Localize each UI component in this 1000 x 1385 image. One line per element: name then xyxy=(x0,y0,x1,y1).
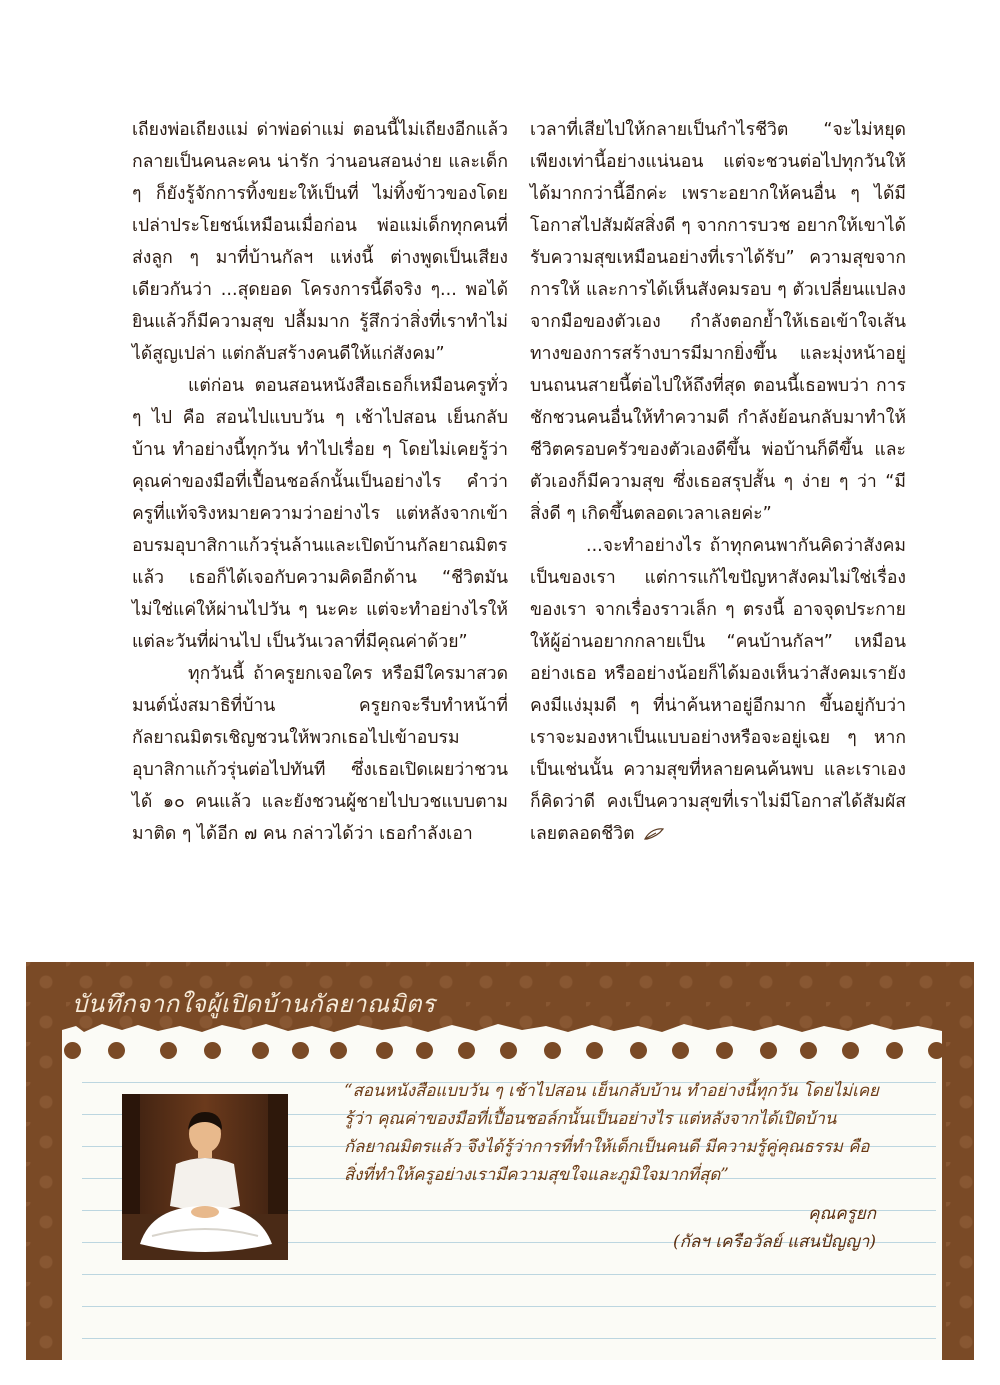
binder-hole xyxy=(760,1042,777,1059)
article-column-right xyxy=(530,114,906,850)
torn-edge xyxy=(62,1022,942,1042)
binder-hole xyxy=(500,1042,517,1059)
binder-hole xyxy=(842,1042,859,1059)
binder-hole xyxy=(630,1042,647,1059)
article-paragraph-text: ...จะทำอย่างไร ถ้าทุกคนพากันคิดว่าสังคมเป็นของเรา แต่การแก้ไขปัญหาสังคมไม่ใช่เรื่องของเรา จากเรื่องราวเล็ก ๆ ตรงนี้ อาจจุดประกายให้ผู้อ่านอยากกลายเป็น “คนบ้านกัลฯ” เหมือนอย่างเธอ หรืออย่างน้อยก็ได้มองเห็นว่าสังคมเรายังคงมีแง่มุมดี ๆ ที่น่าค้นหาอยู่อีกมาก ขึ้นอยู่กับว่าเราจะมองหาเป็นแบบอย่างหรือจะอยู่เฉย ๆ หากเป็นเช่นนั้น ความสุขที่หลายคนค้นพบ และเราเองก็คิดว่าดี คงเป็นความสุขที่เราไม่มีโอกาสได้สัมผัสเลยตลอดชีวิต xyxy=(530,536,906,844)
author-full-name: (กัลฯ เครือวัลย์ แสนปัญญา) xyxy=(672,1232,876,1252)
binder-hole xyxy=(458,1042,475,1059)
feather-icon xyxy=(643,827,665,841)
teacher-photo xyxy=(122,1094,288,1260)
binder-hole xyxy=(544,1042,561,1059)
article-paragraph: แต่ก่อน ตอนสอนหนังสือเธอก็เหมือนครูทั่ว ๆ ไป คือ สอนไปแบบวัน ๆ เช้าไปสอน เย็นกลับบ้าน ทำอย่างนี้ทุกวัน ทำไปเรื่อย ๆ โดยไม่เคยรู้ว่า คุณค่าของมือที่เปื้อนชอล์กนั้นเป็นอย่างไร คำว่าครูที่แท้จริงหมายความว่าอย่างไร แต่หลังจากเข้าอบรมอุบาสิกาแก้วรุ่นล้านและเปิดบ้านกัลยาณมิตรแล้ว เธอก็ได้เจอกับความคิดอีกด้าน “ชีวิตมันไม่ใช่แค่ให้ผ่านไปวัน ๆ นะคะ แต่จะทำอย่างไรให้แต่ละวันที่ผ่านไป เป็นวันเวลาที่มีคุณค่าด้วย” xyxy=(132,376,508,652)
ruled-line xyxy=(82,1274,936,1275)
binder-hole xyxy=(716,1042,733,1059)
binder-hole xyxy=(330,1042,347,1059)
article-paragraph: เถียงพ่อเถียงแม่ ด่าพ่อด่าแม่ ตอนนี้ไม่เถียงอีกแล้ว กลายเป็นคนละคน น่ารัก ว่านอนสอนง่าย และเด็ก ๆ ก็ยังรู้จักการทิ้งขยะให้เป็นที่ ไม่ทิ้งข้าวของโดยเปล่าประโยชน์เหมือนเมื่อก่อน พ่อแม่เด็กทุกคนที่ส่งลูก ๆ มาที่บ้านกัลฯ แห่งนี้ ต่างพูดเป็นเสียงเดียวกันว่า ...สุดยอด โครงการนี้ดีจริง ๆ... พอได้ยินแล้วก็มีความสุข ปลื้มมาก รู้สึกว่าสิ่งที่เราทำไม่ได้สูญเปล่า แต่กลับสร้างคนดีให้แก่สังคม” xyxy=(132,120,508,364)
ruled-line xyxy=(82,1338,936,1339)
binder-hole xyxy=(376,1042,393,1059)
memo-quote xyxy=(344,1076,884,1188)
binder-hole xyxy=(800,1042,817,1059)
binder-hole xyxy=(928,1042,945,1059)
article-paragraph: เวลาที่เสียไปให้กลายเป็นกำไรชีวิต “จะไม่หยุดเพียงเท่านี้อย่างแน่นอน แต่จะชวนต่อไปทุกวันให้ได้มากกว่านี้อีกค่ะ เพราะอยากให้คนอื่น ๆ ได้มีโอกาสไปสัมผัสสิ่งดี ๆ จากการบวช อยากให้เขาได้รับความสุขเหมือนอย่างที่เราได้รับ” ความสุขจากการให้ และการได้เห็นสังคมรอบ ๆ ตัวเปลี่ยนแปลงจากมือของตัวเอง กำลังตอกย้ำให้เธอเข้าใจเส้นทางของการสร้างบารมีมากยิ่งขึ้น และมุ่งหน้าอยู่บนถนนสายนี้ต่อไปให้ถึงที่สุด ตอนนี้เธอพบว่า การชักชวนคนอื่นให้ทำความดี กำลังย้อนกลับมาทำให้ชีวิตครอบครัวของตัวเองดีขึ้น พ่อบ้านก็ดีขึ้น และตัวเองก็มีความสุข ซึ่งเธอสรุปสั้น ๆ ง่าย ๆ ว่า “มีสิ่งดี ๆ เกิดขึ้นตลอดเวลาเลยค่ะ” xyxy=(530,120,906,524)
binder-hole xyxy=(108,1042,125,1059)
article-paragraph xyxy=(530,530,906,850)
binder-hole xyxy=(586,1042,603,1059)
author-name: คุณครูยก xyxy=(808,1204,876,1224)
binder-hole xyxy=(292,1042,309,1059)
binder-hole xyxy=(160,1042,177,1059)
binder-hole xyxy=(204,1042,221,1059)
ruled-line xyxy=(82,1306,936,1307)
binder-hole xyxy=(672,1042,689,1059)
binder-hole xyxy=(886,1042,903,1059)
article-column-left xyxy=(132,114,508,850)
binder-hole xyxy=(252,1042,269,1059)
article-paragraph: ทุกวันนี้ ถ้าครูยกเจอใคร หรือมีใครมาสวดมนต์นั่งสมาธิที่บ้าน ครูยกจะรีบทำหน้าที่กัลยาณมิตรเชิญชวนให้พวกเธอไปเข้าอบรมอุบาสิกาแก้วรุ่นต่อไปทันที ซึ่งเธอเปิดเผยว่าชวนได้ ๑๐ คนแล้ว และยังชวนผู้ชายไปบวชแบบตามมาติด ๆ ได้อีก ๗ คน กล่าวได้ว่า เธอกำลังเอา xyxy=(132,664,508,844)
memo-quote-text: “สอนหนังสือแบบวัน ๆ เช้าไปสอน เย็นกลับบ้าน ทำอย่างนี้ทุกวัน โดยไม่เคยรู้ว่า คุณค่าของมือที่เปื้อนชอล์กนั้นเป็นอย่างไร แต่หลังจากได้เปิดบ้านกัลยาณมิตรแล้ว จึงได้รู้ว่าการที่ทำให้เด็กเป็นคนดี มีความรู้คู่คุณธรรม คือสิ่งที่ทำให้ครูอย่างเรามีความสุขใจและภูมิใจมากที่สุด” xyxy=(344,1080,879,1184)
binder-hole xyxy=(64,1042,81,1059)
memo-author xyxy=(600,1200,876,1256)
binder-hole xyxy=(416,1042,433,1059)
memo-title: บันทึกจากใจผู้เปิดบ้านกัลยาณมิตร xyxy=(72,990,436,1018)
